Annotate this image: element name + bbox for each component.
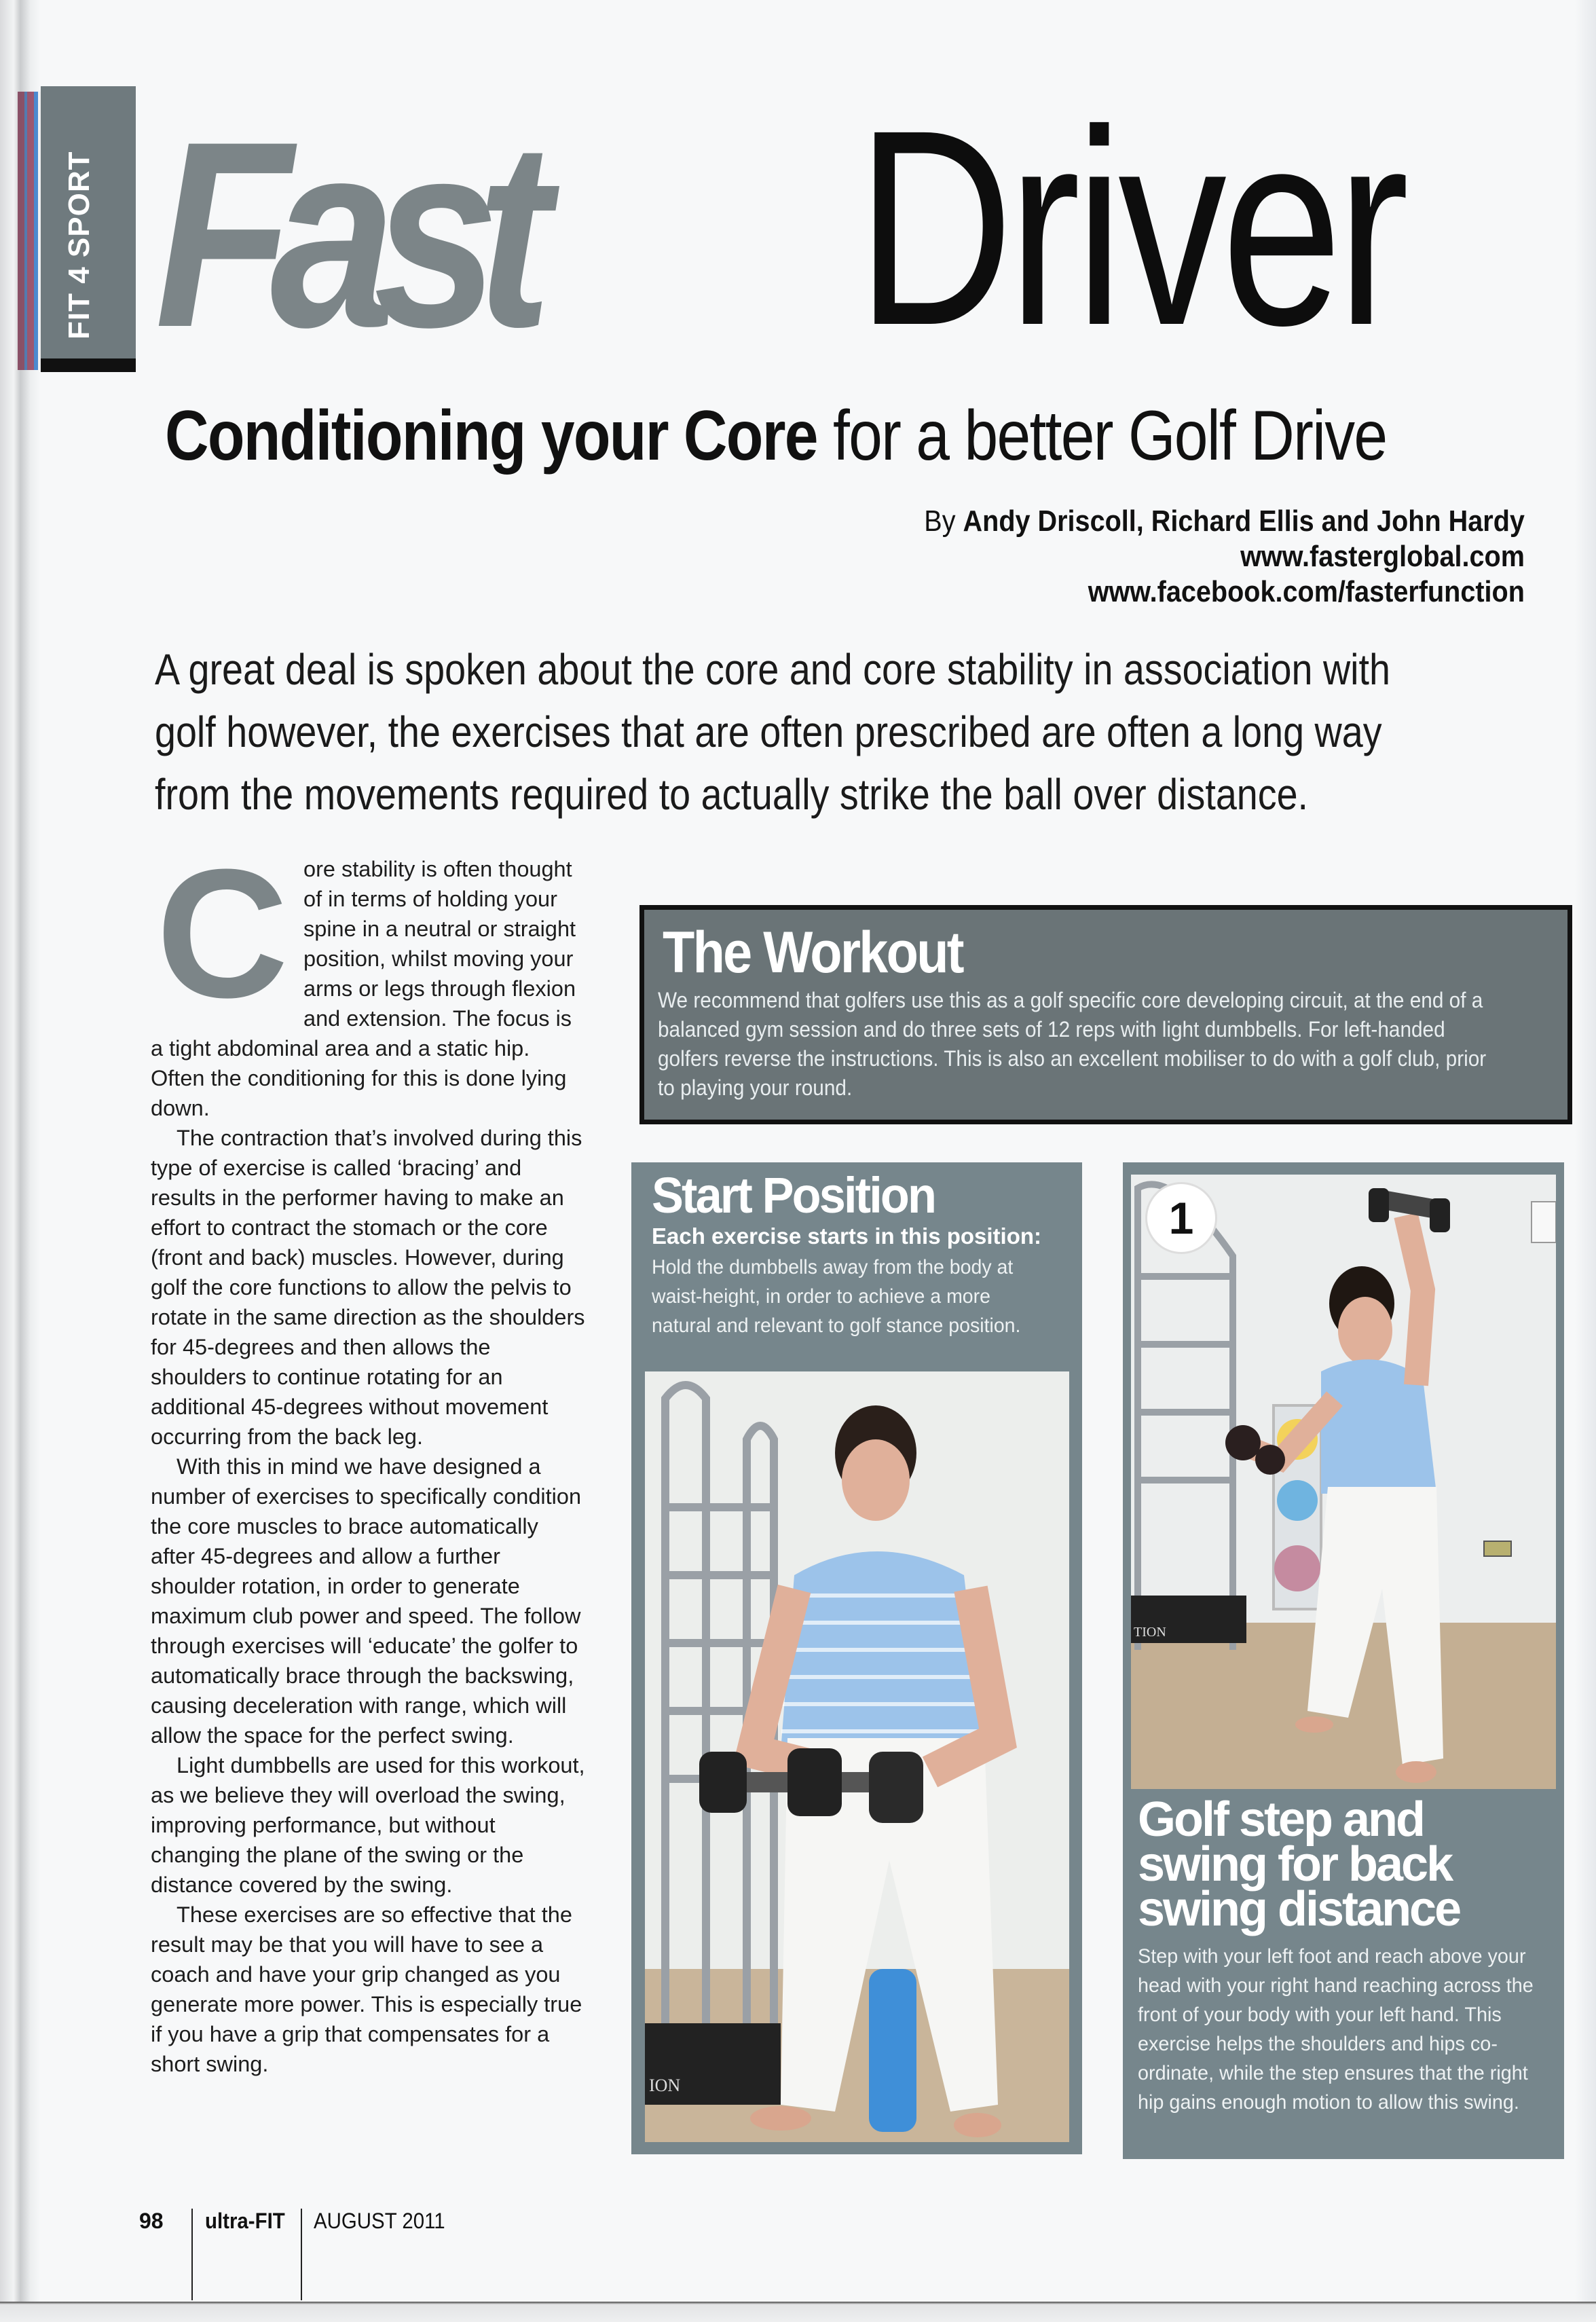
headline-fast: Fast bbox=[155, 86, 530, 382]
intro-paragraph: A great deal is spoken about the core and core stability in association with golf however, the exercises that are often prescribed are often a long way from the movements required to actually strike the ball over distance. bbox=[155, 645, 1390, 819]
subtitle bbox=[165, 397, 1387, 475]
dumbbells bbox=[699, 1748, 923, 1823]
exercise-1-text: Step with your left foot and reach above your head with your right hand reaching across the front of your body with your left hand. This exercise helps the shoulders and hips co-ordinate, while the step ensures that the right hip gains enough motion to allow this swing. bbox=[1138, 1945, 1534, 2114]
section-tab-bar bbox=[41, 358, 136, 372]
page-bottom-edge bbox=[0, 2302, 1596, 2322]
workout-text: We recommend that golfers use this as a golf specific core developing circuit, at the end of a balanced gym session and do three sets of 12 reps with light dumbbells. For left-handed golfers reverse the instructions. This is also an excellent mobiliser to do with a golf club, prior to playing your round. bbox=[658, 988, 1487, 1100]
body-paragraph: Light dumbbells are used for this workout, as we believe they will overload the swing, improving performance, but without changing the plane of the swing or the distance covered by the swing. bbox=[151, 1753, 585, 1897]
photo-logo-right: TION bbox=[1134, 1625, 1166, 1640]
workout-title: The Workout bbox=[663, 920, 963, 985]
start-position-photo bbox=[645, 1371, 1069, 2142]
start-position-text: Hold the dumbbells away from the body at waist-height, in order to achieve a more natural and relevant to golf stance position. bbox=[652, 1256, 1021, 1337]
resistance-band bbox=[869, 1969, 916, 2132]
footer-divider bbox=[301, 2209, 302, 2300]
facebook-link[interactable]: www.facebook.com/fasterfunction bbox=[1088, 575, 1525, 608]
website-link[interactable]: www.fasterglobal.com bbox=[1240, 540, 1525, 573]
exercise-1-panel bbox=[1123, 1162, 1564, 2159]
subtitle-light: for a better Golf Drive bbox=[832, 397, 1387, 475]
footer-divider bbox=[191, 2209, 193, 2300]
exercise-1-title: Golf step and swing for back swing distance bbox=[1138, 1792, 1460, 1936]
golfer-swing-illustration bbox=[1131, 1175, 1556, 1789]
page-edge-stripes bbox=[18, 92, 42, 370]
page-right-edge bbox=[1575, 0, 1596, 2322]
start-position-subtitle: Each exercise starts in this position: bbox=[652, 1223, 1042, 1249]
byline-authors: Andy Driscoll, Richard Ellis and John Hardy bbox=[963, 504, 1525, 538]
start-position-panel bbox=[631, 1162, 1082, 2154]
workout-box bbox=[639, 905, 1572, 1124]
byline bbox=[924, 504, 1525, 610]
body-paragraph: These exercises are so effective that the result may be that you will have to see a coach and have your grip changed as you generate more power. This is especially true if you have a grip that compensates for a short swing. bbox=[151, 1902, 582, 2076]
magazine-name: ultra-FIT bbox=[205, 2209, 285, 2233]
step-number-badge: 1 bbox=[1147, 1184, 1215, 1252]
subtitle-bold: Conditioning your Core bbox=[165, 397, 817, 475]
start-position-title: Start Position bbox=[652, 1167, 935, 1223]
body-paragraph: The contraction that’s involved during this type of exercise is called ‘bracing’ and results in the performer having to make an effort to contract the stomach or the core (front and back) muscles. However, during golf the core functions to allow the pelvis to rotate in the same direction as the shoulders for 45-degrees and then allows the shoulders to continue rotating for an additional 45-degrees without movement occurring from the back leg. bbox=[151, 1126, 585, 1449]
issue-date: AUGUST 2011 bbox=[314, 2209, 445, 2233]
drop-cap: C bbox=[156, 832, 289, 1036]
body-paragraph: With this in mind we have designed a number of exercises to specifically condition the core muscles to brace automatically after 45-degrees and allow a further shoulder rotation, in order to generate maximum club power and speed. The follow through exercises will ‘educate’ the golfer to automatically brace through the backswing, causing deceleration with range, which will allow the space for the perfect swing. bbox=[151, 1454, 582, 1748]
air-conditioner bbox=[1532, 1202, 1556, 1242]
wall-socket bbox=[1484, 1541, 1511, 1556]
body-paragraph: ore stability is often thought of in terms of holding your spine in a neutral or straight position, whilst moving your arms or legs through flexion and extension. The focus is a tight abdominal area and a static hip. Often the conditioning for this is done lying down. bbox=[151, 857, 576, 1120]
photo-logo-left: ION bbox=[649, 2076, 681, 2095]
section-tab-label: FIT 4 SPORT bbox=[62, 151, 96, 339]
page-number: 98 bbox=[139, 2209, 164, 2233]
golfer-start-illustration bbox=[645, 1371, 1069, 2142]
headline-driver: Driver bbox=[857, 72, 1404, 383]
body-column bbox=[151, 832, 585, 2079]
exercise-1-photo bbox=[1131, 1175, 1556, 1789]
byline-by: By bbox=[924, 504, 956, 538]
